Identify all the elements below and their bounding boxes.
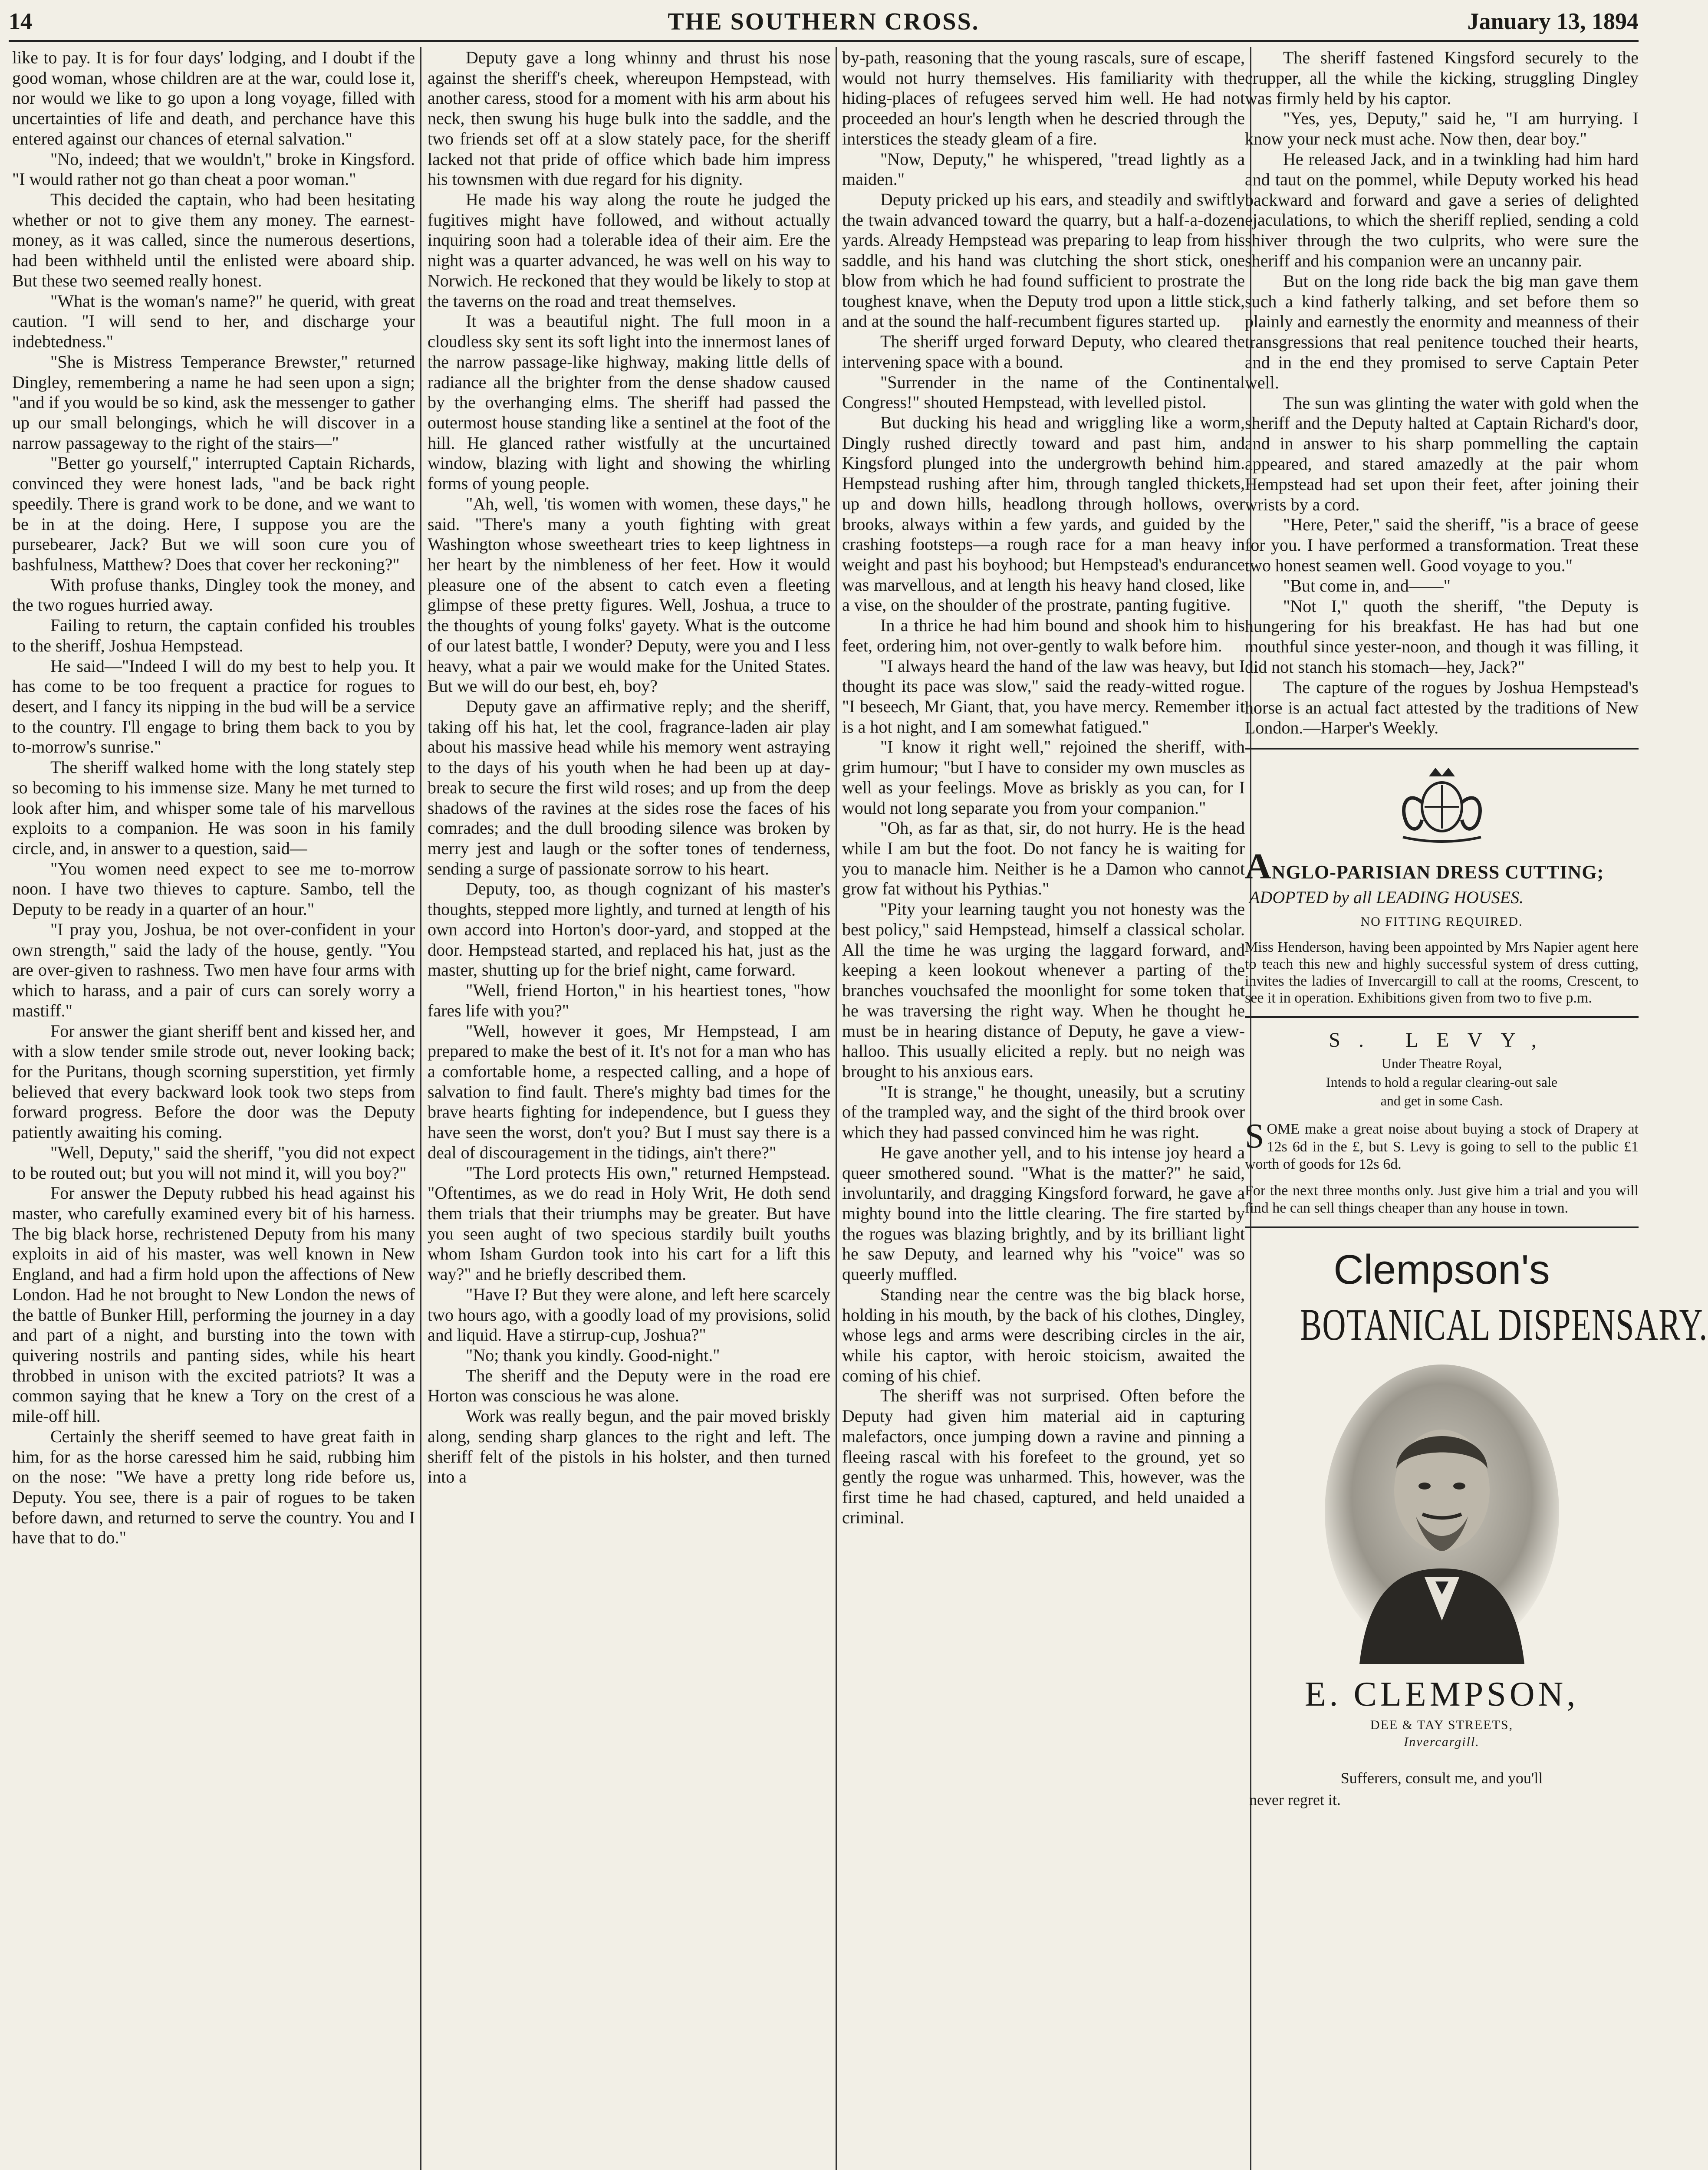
paragraph: The capture of the rogues by Joshua Hempstead's horse is an actual fact attested by the traditions of New London.—Harper's Weekly. bbox=[1245, 677, 1639, 738]
paragraph: He released Jack, and in a twinkling had him hard and taut on the pommel, while Deputy worked his head backward and forward and gave a series of delighted ejaculations, to which the sheriff replied, sending a cold shiver through the two culprits, who were sure the sheriff and his companion were an uncanny pair. bbox=[1245, 149, 1639, 270]
clempson-portrait-icon bbox=[1320, 1360, 1563, 1664]
story-column-3 bbox=[842, 48, 1245, 2170]
paragraph: The sheriff and the Deputy were in the road ere Horton was conscious he was alone. bbox=[428, 1365, 830, 1406]
anglo-initial: A bbox=[1245, 846, 1272, 887]
column-4 bbox=[1245, 48, 1708, 2170]
story-continuation bbox=[1245, 48, 1639, 738]
paragraph: "I pray you, Joshua, be not over-confident in your own strength," said the lady of the house, gently. "You are over-given to rashness. Two men have four arms with which to harass, and a pair of curs can sorely worry a mastiff." bbox=[12, 919, 415, 1020]
clempson-ad bbox=[1245, 1246, 1708, 1811]
paragraph: Deputy gave an affirmative reply; and the sheriff, taking off his hat, let the cool, fragrance-laden air play about his massive head while his memory went astraying to the days of his youth when he had been up at day-break to secure the first wild roses; and up from the deep shadows of the ravines at the sides rose the faces of his comrades; and the dull brooding silence was broken by merry jest and laugh or the softer tones of tenderness, sending a surge of passionate sorrow to his heart. bbox=[428, 697, 830, 878]
paragraph: "Surrender in the name of the Continental Congress!" shouted Hempstead, with levelled pistol. bbox=[842, 372, 1245, 412]
anglo-body: Miss Henderson, having been appointed by Mrs Napier agent here to teach this new and highly successful system of dress cutting, invites the ladies of Invercargill to call at the rooms, Crescent, to see it in operation. Exhibitions given from two to five p.m. bbox=[1245, 939, 1639, 1006]
header-rule bbox=[9, 40, 1639, 42]
levy-closing: For the next three months only. Just give him a trial and you will find he can sell things cheaper than any house in town. bbox=[1245, 1183, 1639, 1216]
paragraph: The sheriff urged forward Deputy, who cleared the intervening space with a bound. bbox=[842, 332, 1245, 372]
clempson-town: Invercargill. bbox=[1404, 1735, 1480, 1749]
paragraph: In a thrice he had him bound and shook him to his feet, ordering him, not over-gently to walk before him. bbox=[842, 615, 1245, 655]
levy-some-text: OME make a great noise about buying a stock of Drapery at 12s 6d in the £, but S. Levy is going to sell to the public £1 worth of goods for 12s 6d. bbox=[1245, 1121, 1639, 1173]
paragraph: Deputy, too, as though cognizant of his master's thoughts, stepped more lightly, and turned at length of his own accord into Horton's door-yard, and stopped at the door. Hempstead started, and replaced his hat, just as the master, shutting up for the brief night, came forward. bbox=[428, 879, 830, 980]
clempson-name: E. CLEMPSON, bbox=[1304, 1675, 1579, 1713]
paragraph: like to pay. It is for four days' lodging, and I doubt if the good woman, whose children are at the war, could lose it, nor would we like to go upon a long voyage, filled with uncertainties of life and death, and perchance have this entered against our chances of eternal salvation." bbox=[12, 48, 415, 148]
paragraph: Work was really begun, and the pair moved briskly along, sending sharp glances to the right and left. The sheriff felt of the pistols in his holster, and then turned into a bbox=[428, 1406, 830, 1487]
levy-line-2: and get in some Cash. bbox=[1380, 1093, 1503, 1109]
paragraph: "Not I," quoth the sheriff, "the Deputy is hungering for his breakfast. He has had but one mouthful since yester-noon, and though it was filling, it did not stanch his stomach—hey, Jack?" bbox=[1245, 596, 1639, 677]
story-column-1 bbox=[12, 48, 415, 2170]
section-rule bbox=[1245, 748, 1639, 750]
paragraph: The sheriff fastened Kingsford securely to the crupper, all the while the kicking, struggling Dingley was firmly held by his captor. bbox=[1245, 48, 1639, 108]
paragraph: "Well, friend Horton," in his heartiest tones, "how fares life with you?" bbox=[428, 980, 830, 1020]
column-rule bbox=[836, 47, 837, 2170]
paragraph: This decided the captain, who had been hesitating whether or not to give them any money. The earnest-money, as it was called, since the numerous desertions, had been withheld until the enlisted were aboard ship. But these two seemed really honest. bbox=[12, 190, 415, 290]
paragraph: The sun was glinting the water with gold when the sheriff and the Deputy halted at Captain Richard's door, and in answer to his sharp pommelling the captain appeared, and stared amazedly at the pair whom Hempstead had set upon their feet, after joining their wrists by a cord. bbox=[1245, 393, 1639, 514]
paragraph: "I always heard the hand of the law was heavy, but I thought its pace was slow," said the ready-witted rogue. "I beseech, Mr Giant, that, you have mercy. Remember it is a hot night, and I am somewhat fatigued." bbox=[842, 656, 1245, 736]
paragraph: "You women need expect to see me to-morrow noon. I have two thieves to capture. Sambo, tell the Deputy to be ready in a quarter of an hour." bbox=[12, 858, 415, 919]
paragraph: Deputy gave a long whinny and thrust his nose against the sheriff's cheek, whereupon Hempstead, with another caress, stood for a moment with his arm about his neck, then swung his huge bulk into the saddle, and the two friends set off at a slow stately pace, for the sheriff lacked not that pride of office which bade him impress his townsmen with due regard for his dignity. bbox=[428, 48, 830, 189]
paragraph: Failing to return, the captain confided his troubles to the sheriff, Joshua Hempstead. bbox=[12, 615, 415, 655]
paragraph: "The Lord protects His own," returned Hempstead. "Oftentimes, as we do read in Holy Writ, He doth send them trials that their triumphs may be greater. But have you seen aught of two specious stardily built youths whom Isham Gurdon took into his cart for a lift this way?" and he briefly described them. bbox=[428, 1163, 830, 1284]
page-number: 14 bbox=[9, 8, 32, 34]
anglo-adopted: ADOPTED by all LEADING HOUSES. bbox=[1249, 888, 1524, 907]
paragraph: "Well, Deputy," said the sheriff, "you did not expect to be routed out; but you will not mind it, will you boy?" bbox=[12, 1142, 415, 1183]
paragraph: With profuse thanks, Dingley took the money, and the two rogues hurried away. bbox=[12, 575, 415, 615]
column-rule bbox=[420, 47, 421, 2170]
newspaper-title: THE SOUTHERN CROSS. bbox=[668, 8, 980, 35]
paragraph: by-path, reasoning that the young rascals, sure of escape, would not hurry themselves. His familiarity with the hiding-places of refugees served him well. He had not proceeded an hour's length when he descried through the interstices the steady gleam of a fire. bbox=[842, 48, 1245, 148]
paragraph: "She is Mistress Temperance Brewster," returned Dingley, remembering a name he had seen upon a sign; "and if you would be so kind, ask the messenger to gather up our small belongings, which he will discover in a narrow passageway to the right of the stairs—" bbox=[12, 352, 415, 453]
paragraph: "Oh, as far as that, sir, do not hurry. He is the head while I am but the foot. Do not fancy he is waiting for you to manacle him. Neither is he a Damon who cannot grow fat without his Pythias." bbox=[842, 818, 1245, 899]
paragraph: It was a beautiful night. The full moon in a cloudless sky sent its soft light into the innermost lanes of the narrow passage-like highway, making little dells of radiance all the brighter from the dense shadow caused by the overhanging elms. The sheriff had passed the outermost house standing like a sentinel at the foot of the hill. He glanced rather wistfully at the uncurtained window, blazing with light and showing the whirling forms of young people. bbox=[428, 311, 830, 493]
clempson-street: DEE & TAY STREETS, bbox=[1370, 1718, 1514, 1733]
paragraph: "Now, Deputy," he whispered, "tread lightly as a maiden." bbox=[842, 149, 1245, 189]
section-rule bbox=[1245, 1226, 1639, 1228]
section-rule bbox=[1245, 1016, 1639, 1018]
paragraph: Certainly the sheriff seemed to have great faith in him, for as the horse caressed him he said, rubbing him on the nose: "We have a pretty long ride before us, Deputy. You see, there is a pair of rogues to be taken before dawn, and returned to serve the country. You and I have that to do." bbox=[12, 1426, 415, 1548]
paragraph: But on the long ride back the big man gave them such a kind fatherly talking, and set before them so plainly and earnestly the enormity and meanness of their transgressions that real penitence touched their hearts, and in the end they promised to serve Captain Peter well. bbox=[1245, 271, 1639, 392]
paragraph: "I know it right well," rejoined the sheriff, with grim humour; "but I have to consider my own muscles as well as your feelings. Move as briskly as you can, for I would not long separate you from your companion." bbox=[842, 737, 1245, 818]
paragraph: "Ah, well, 'tis women with women, these days," he said. "There's many a youth fighting with great Washington whose sweetheart tries to keep lightness in her heart by the nimbleness of her feet. How it would pleasure one of the absent to catch even a fleeting glimpse of these pretty figures. Well, Joshua, a truce to the thoughts of young folks' gayety. What is the outcome of our latest battle, I wonder? Deputy, were you and I less heavy, what a pair we would make for the United States. But we will do our best, eh, boy? bbox=[428, 493, 830, 696]
paragraph: He gave another yell, and to his intense joy heard a queer smothered sound. "What is the matter?" he said, involuntarily, and dragging Kingsford forward, he gave a mighty bound into the little clearing. The fire started by the rogues was blazing brightly, and by its brilliant light he saw Deputy, and learned why his "voice" was so queerly muffled. bbox=[842, 1142, 1245, 1284]
paragraph: The sheriff walked home with the long stately step so becoming to his immense size. Many he met turned to look after him, and whisper some tale of his marvellous exploits to a companion. He was soon in his family circle, and, in answer to a question, said— bbox=[12, 757, 415, 858]
clempson-subtitle: BOTANICAL DISPENSARY. bbox=[1300, 1300, 1708, 1350]
levy-some-initial: S bbox=[1245, 1117, 1264, 1155]
paragraph: But ducking his head and wriggling like a worm, Dingly rushed directly toward and past him, and Kingsford plunged into the undergrowth behind him. Hempstead rushing after him, through tangled thickets, up and down hills, headlong through hollows, over brooks, always within a few yards, and guided by the crashing footsteps—a rough race for a man heavy in weight and past his boyhood; but Hempstead's endurance was marvellous, and at length his heavy hand closed, like a vise, on the shoulder of the prostrate, panting fugitive. bbox=[842, 412, 1245, 615]
paragraph: "Have I? But they were alone, and left here scarcely two hours ago, with a goodly load of my provisions, solid and liquid. Have a stirrup-cup, Joshua?" bbox=[428, 1284, 830, 1345]
paragraph: "No, indeed; that we wouldn't," broke in Kingsford. "I would rather not go than cheat a poor woman." bbox=[12, 149, 415, 189]
clempson-sufferers-line-1: Sufferers, consult me, and you'll bbox=[1340, 1769, 1543, 1787]
clempson-sufferers-line-2: never regret it. bbox=[1249, 1791, 1341, 1808]
issue-date: January 13, 1894 bbox=[1467, 8, 1639, 34]
paragraph: "No; thank you kindly. Good-night." bbox=[466, 1345, 720, 1365]
royal-crest-icon bbox=[1377, 759, 1507, 846]
paragraph: "Better go yourself," interrupted Captain Richards, convinced they were honest lads, "and be back right speedily. There is grand work to be done, and we want to be in at the doing. Here, I suppose you are the pursebearer, Jack? But we will soon cure you of bashfulness, Matthew? Does that cover her reckoning?" bbox=[12, 453, 415, 574]
paragraph: Standing near the centre was the big black horse, holding in his mouth, by the back of his clothes, Dingley, whose legs and arms were describing circles in the air, while his captor, with heroic stoicism, awaited the coming of his chief. bbox=[842, 1284, 1245, 1385]
paragraph: "What is the woman's name?" he querid, with great caution. "I will send to her, and discharge your indebtedness." bbox=[12, 291, 415, 352]
anglo-no-fitting: NO FITTING REQUIRED. bbox=[1360, 914, 1523, 929]
paragraph: For answer the Deputy rubbed his head against his master, who carefully examined every bit of his harness. The big black horse, rechristened Deputy from his many exploits in aid of his master, was well known in New England, and had a firm hold upon the affections of New London. Had he not brought to New London the news of the battle of Bunker Hill, performing the journey in a day and part of a night, and bursting into the town with quivering nostrils and panting sides, while his heart throbbed in unison with the excited patriots? It was a common saying that he knew a Tory on the crest of a mile-off hill. bbox=[12, 1183, 415, 1426]
paragraph: "Pity your learning taught you not honesty was the best policy," said Hempstead, himself a classical scholar. All the time he was urging the laggard forward, and keeping a keen lookout whenever a parting of the branches vouchsafed the moonlight for some token that he was traversing the right way. When he thought he must be in hearing distance of Deputy, he gave a view-halloo. This usually elicited a reply. but no neigh was brought to his anxious ears. bbox=[842, 899, 1245, 1081]
paragraph: For answer the giant sheriff bent and kissed her, and with a slow tender smile strode out, never looking back; for the Puritans, though scorning superstition, yet firmly believed that every backward look took two steps from forward progress. Before the door was the Deputy patiently awaiting his coming. bbox=[12, 1021, 415, 1142]
paragraph: The sheriff was not surprised. Often before the Deputy had given him material aid in capturing malefactors, once jumping down a ravine and pinning a fleeing rascal with his forefeet to the ground, yet so gently the rogue was unharmed. This, however, was the first time he had chased, captured, and held unaided a criminal. bbox=[842, 1386, 1245, 1527]
paragraph: "But come in, and——" bbox=[1283, 575, 1451, 595]
clempson-title: Clempson's bbox=[1333, 1246, 1550, 1293]
paragraph: "Yes, yes, Deputy," said he, "I am hurrying. I know your neck must ache. Now then, dear boy." bbox=[1245, 108, 1639, 149]
paragraph: He made his way along the route he judged the fugitives might have followed, and without actually inquiring soon had a tolerable idea of their aim. Ere the night was a quarter advanced, he was well on his way to Norwich. He reckoned that they would be likely to stop at the taverns on the road and treat themselves. bbox=[428, 190, 830, 311]
story-column-2 bbox=[428, 48, 830, 2170]
levy-location: Under Theatre Royal, bbox=[1381, 1055, 1502, 1071]
anglo-heading-text: NGLO-PARISIAN DRESS CUTTING; bbox=[1271, 861, 1604, 883]
levy-ad bbox=[1245, 1028, 1639, 1217]
paragraph: "Well, however it goes, Mr Hempstead, I am prepared to make the best of it. It's not for a man who has a comfortable home, a respected calling, and a hope of salvation to find fault. There's mighty bad times for the brave hearts fighting for independence, but I guess they have seen the worst, don't you? But I must say there is a deal of discouragement in the tidings, ain't there?" bbox=[428, 1021, 830, 1162]
levy-line-1: Intends to hold a regular clearing-out sale bbox=[1326, 1074, 1558, 1090]
levy-some-paragraph bbox=[1245, 1117, 1639, 1174]
levy-name: S. LEVY, bbox=[1329, 1029, 1555, 1052]
page-header bbox=[9, 8, 1639, 35]
paragraph: He said—"Indeed I will do my best to help you. It has come to be too frequent a practice for rogues to desert, and I fancy its nipping in the bud will be a service to the country. I'll engage to bring them back to you by to-morrow's sunrise." bbox=[12, 656, 415, 757]
paragraph: "It is strange," he thought, uneasily, but a scrutiny of the trampled way, and the sight of the third brook over which they had passed convinced him he was right. bbox=[842, 1082, 1245, 1142]
clempson-sufferers bbox=[1245, 1767, 1639, 1811]
paragraph: Deputy pricked up his ears, and steadily and swiftly the twain advanced toward the quarry, but a half-a-dozen yards. Already Hempstead was preparing to leap from his saddle, and his hand was clutching the short stick, one blow from which he had found sufficient to prostrate the toughest knave, when the Deputy trod upon a little stick, and at the sound the half-recumbent figures started up. bbox=[842, 190, 1245, 331]
paragraph: "Here, Peter," said the sheriff, "is a brace of geese for you. I have performed a transformation. Treat these two honest seamen well. Good voyage to you." bbox=[1245, 515, 1639, 575]
anglo-parisian-ad bbox=[1245, 759, 1639, 1006]
anglo-heading bbox=[1245, 848, 1639, 885]
